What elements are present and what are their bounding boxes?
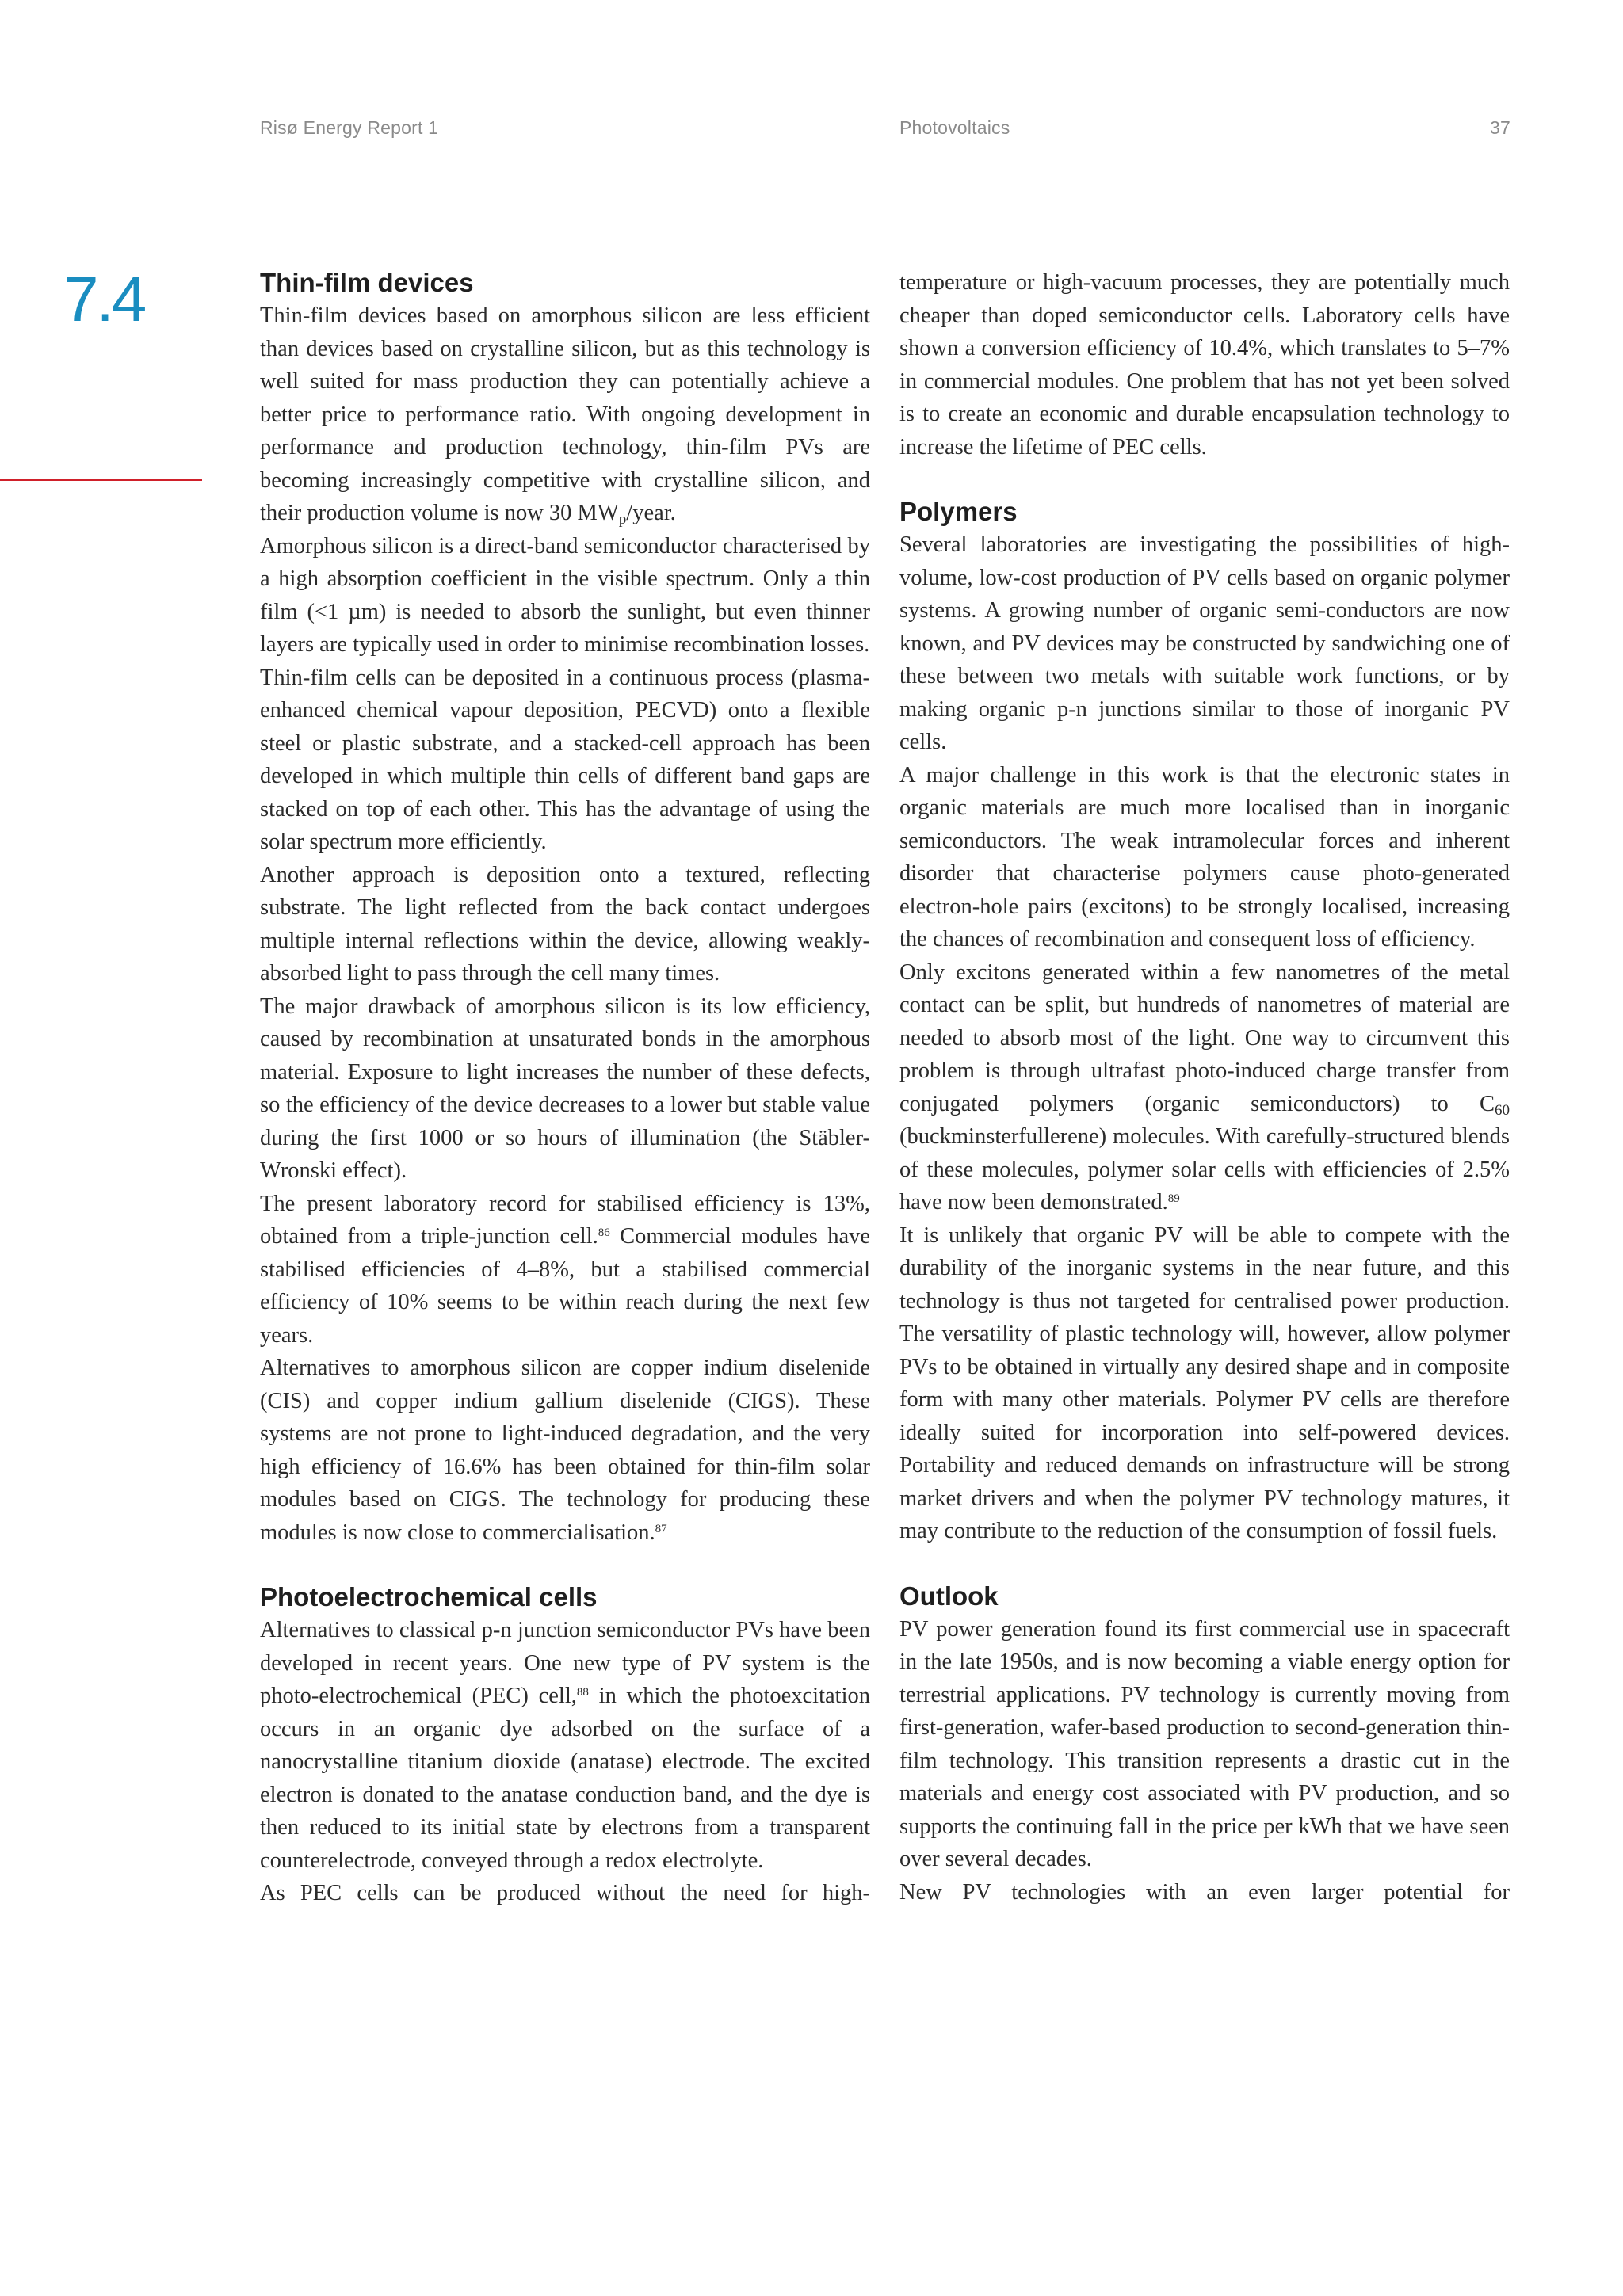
page-number: 37 [1490,117,1510,138]
running-header-report-title: Risø Energy Report 1 [260,117,439,138]
footnote-ref-87: 87 [655,1522,667,1535]
paragraph: PV power generation found its first commercial use in spacecraft in the late 1950s, and is now becoming a viable energy option for terrestrial applications. PV technology is currently moving from first-generation, wafer-based production to second-generation thin-film technology. This transition represents a drastic cut in the materials and energy cost associated with PV production, and so supports the continuing fall in the price per kWh that we have seen over several decades. [899,1616,1510,1871]
margin-rule [0,479,202,481]
heading-thin-film-devices: Thin-film devices [260,268,474,297]
paragraph: Only excitons generated within a few nanometres of the metal contact can be split, but hundreds of nanometres of material are needed to absorb most of the light. One way to circumvent this problem is through ultrafast photo-induced charge transfer from conjugated polymers (organic semiconductors) to $C_{60}$ (buckminsterfullerene) molecules. With carefully-structured blends of these molecules, polymer solar cells with efficiencies of 2.5% have now been demonstrated.$^{89}$ [899,959,1510,1215]
footnote-ref-88: 88 [576,1686,589,1699]
left-column [260,266,870,1910]
section-number: 7.4 [63,264,145,334]
footnote-ref-86: 86 [598,1226,610,1239]
heading-photoelectrochemical-cells: Photoelectrochemical cells [260,1582,598,1611]
paragraph: Alternatives to amorphous silicon are copper indium diselenide (CIS) and copper indium gallium diselenide (CIGS). These systems are not prone to light-induced degradation, and the very high efficiency of 16.6% has been obtained for thin-film solar modules based on CIGS. The technology for producing these modules is now close to commercialisation.$^{87}$ [260,1356,870,1545]
paragraph: Another approach is deposition onto a textured, reflecting substrate. The light reflected from the back contact undergoes multiple internal reflections within the device, allowing weakly-absorbed light to pass through the cell many times. [260,862,870,986]
paragraph: temperature or high-vacuum processes, they are potentially much cheaper than doped semiconductor cells. Laboratory cells have shown a conversion efficiency of 10.4%, which translates to 5–7% in commercial modules. One problem that has not yet been solved is to create an economic and durable encapsulation technology to increase the lifetime of PEC cells. [899,270,1510,460]
paragraph: The present laboratory record for stabilised efficiency is 13%, obtained from a triple-junction cell.$^{86}$ Commercial modules have stabilised efficiencies of 4–8%, but a stabilised commercial efficiency of 10% seems to be within reach during the next few years. [260,1191,870,1348]
paragraph: Thin-film devices based on amorphous silicon are less efficient than devices based on crystalline silicon, but as this technology is well suited for mass production they can potentially achieve a better price to performance ratio. With ongoing development in performance and production technology, thin-film PVs are becoming increasingly competitive with crystalline silicon, and their production volume is now 30 $MW_p$/year. [260,303,870,528]
footnote-ref-89: 89 [1167,1192,1180,1205]
heading-outlook: Outlook [899,1581,999,1611]
paragraph: Several laboratories are investigating the possibilities of high-volume, low-cost production of PV cells based on organic polymer systems. A growing number of organic semi-conductors are now known, and PV devices may be constructed by sandwiching one of these between two metals with suitable work functions, or by making organic p-n junctions similar to those of inorganic PV cells. [899,532,1510,754]
paragraph: Alternatives to classical p-n junction semiconductor PVs have been developed in recent years. One new type of PV system is the photo-electrochemical (PEC) cell,$^{88}$ in which the photoexcitation occurs in an organic dye adsorbed on the surface of a nanocrystalline titanium dioxide (anatase) electrode. The excited electron is donated to the anatase conduction band, and the dye is then reduced to its initial state by electrons from a transparent counterelectrode, conveyed through a redox electrolyte. [260,1618,870,1873]
paragraph: New PV technologies with an even larger potential for [899,1879,1510,1905]
paragraph: It is unlikely that organic PV will be able to compete with the durability of the inorganic systems in the near future, and this technology is thus not targeted for centralised power production. The versatility of plastic technology will, however, allow polymer PVs to be obtained in virtually any desired shape and in composite form with many other materials. Polymer PV cells are therefore ideally suited for incorporation into self-powered devices. Portability and reduced demands on infrastructure will be strong market drivers and when the polymer PV technology matures, it may contribute to the reduction of the consumption of fossil fuels. [899,1222,1510,1543]
paragraph: Thin-film cells can be deposited in a continuous process (plasma-enhanced chemical vapour deposition, PECVD) onto a flexible steel or plastic substrate, and a stacked-cell approach has been developed in which multiple thin cells of different band gaps are stacked on top of each other. This has the advantage of using the solar spectrum more efficiently. [260,665,870,854]
paragraph: A major challenge in this work is that the electronic states in organic materials are much more localised than in inorganic semiconductors. The weak intramolecular forces and inherent disorder that characterise polymers cause photo-generated electron-hole pairs (excitons) to be strongly localised, increasing the chances of recombination and consequent loss of efficiency. [899,762,1510,952]
heading-polymers: Polymers [899,497,1018,526]
paragraph: Amorphous silicon is a direct-band semiconductor characterised by a high absorption coefficient in the visible spectrum. Only a thin film (<1 µm) is needed to absorb the sunlight, but even thinner layers are typically used in order to minimise recombination losses. [260,533,870,657]
right-column [899,266,1510,1909]
paragraph: As PEC cells can be produced without the need for high- [260,1881,870,1905]
running-header-chapter: Photovoltaics [899,117,1010,138]
paragraph: The major drawback of amorphous silicon is its low efficiency, caused by recombination at unsaturated bonds in the amorphous material. Exposure to light increases the number of these defects, so the efficiency of the device decreases to a lower but stable value during the first 1000 or so hours of illumination (the Stäbler-Wronski effect). [260,994,870,1183]
